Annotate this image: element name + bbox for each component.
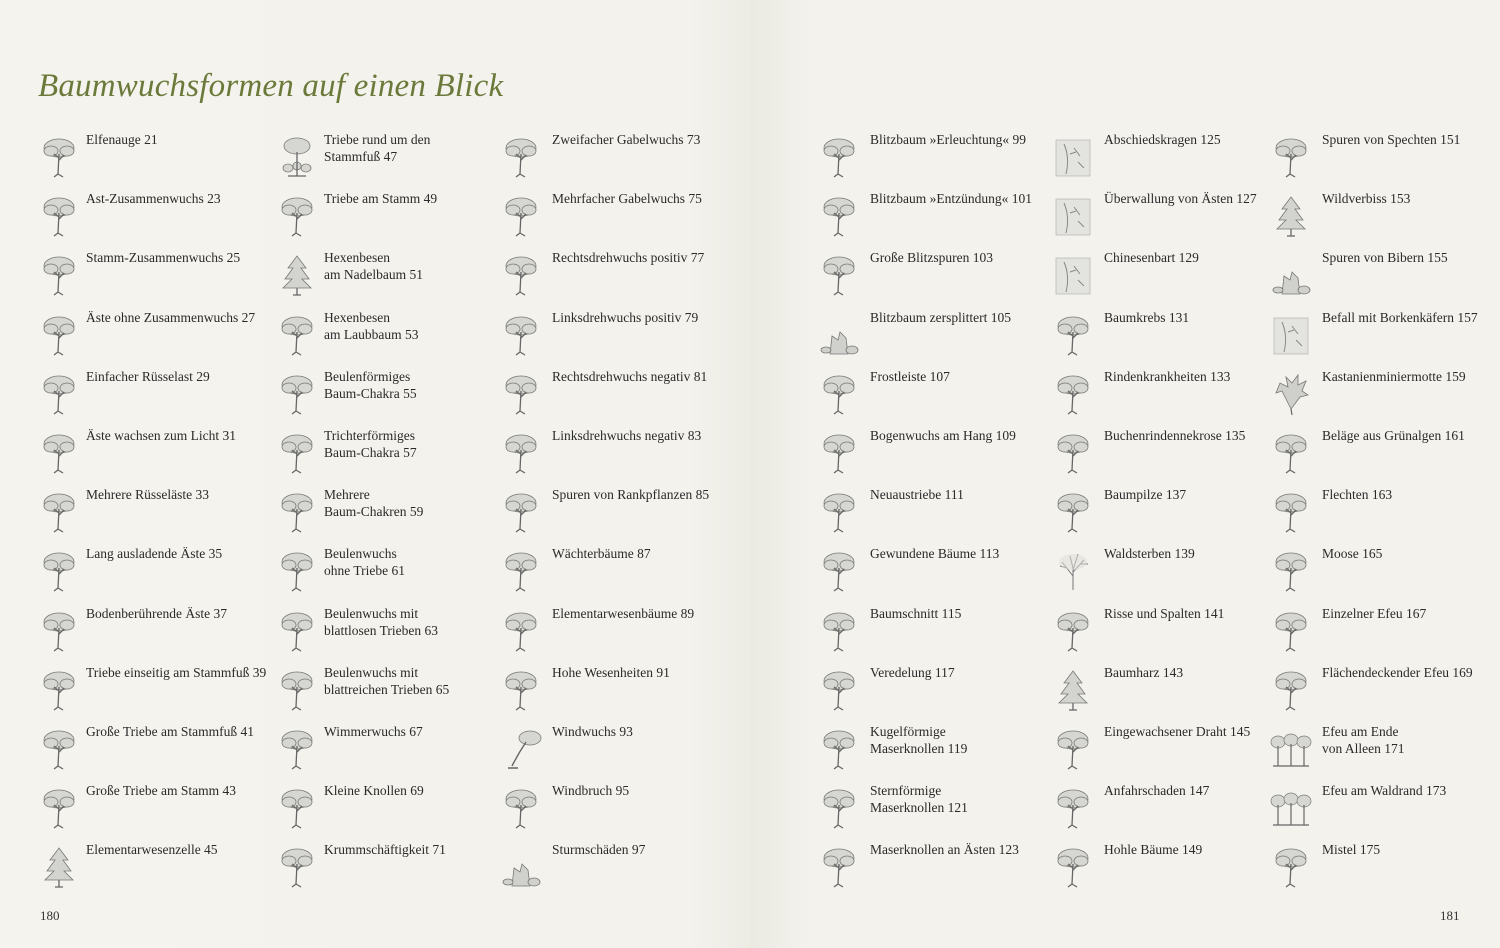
index-entry: [276, 663, 506, 719]
index-entry: [1052, 426, 1282, 482]
index-entry: [1052, 189, 1282, 245]
entry-label: Beulenwuchs mit blattlosen Trieben 63: [324, 605, 438, 638]
entry-label: Kugelförmige Maserknollen 119: [870, 724, 968, 756]
leaning-tree-icon: [500, 726, 542, 772]
entry-label: Mehrere Baum-Chakren 59: [324, 487, 424, 520]
entry-label: Zweifacher Gabelwuchs 73: [552, 132, 701, 147]
entry-label: Baumharz 143: [1104, 664, 1184, 680]
index-entry: [500, 130, 730, 186]
index-entry: [276, 485, 506, 541]
entry-label: Spuren von Bibern 155: [1322, 250, 1448, 266]
tree-icon: [818, 489, 860, 535]
index-entry: [818, 604, 1048, 660]
index-entry: [38, 367, 268, 423]
index-entry: [1270, 722, 1500, 778]
tree-icon: [1270, 667, 1312, 713]
entry-label: Hohle Bäume 149: [1104, 842, 1203, 858]
index-entry: [38, 722, 268, 778]
tree-icon: [500, 252, 542, 298]
bark-detail-icon: [1052, 134, 1094, 180]
index-entry: [1052, 722, 1282, 778]
entry-label: Neuaustriebe 111: [870, 487, 964, 503]
stump-icon: [500, 844, 542, 890]
tree-icon: [818, 252, 860, 298]
tree-icon: [500, 134, 542, 180]
index-entry: [818, 130, 1048, 186]
index-entry: [818, 367, 1048, 423]
index-entry: [500, 367, 730, 423]
entry-label: Abschiedskragen 125: [1104, 132, 1221, 147]
entry-label: Wimmerwuchs 67: [324, 724, 423, 739]
index-entry: [1270, 189, 1500, 245]
entry-label: Triebe rund um den Stammfuß 47: [324, 132, 431, 164]
tree-icon: [1270, 608, 1312, 654]
tree-icon: [1270, 844, 1312, 890]
entry-label: Linksdrehwuchs positiv 79: [552, 309, 699, 325]
index-entry: [276, 840, 506, 896]
tree-icon: [276, 489, 318, 535]
index-entry: [500, 248, 730, 304]
page-title: Baumwuchsformen auf einen Blick: [38, 68, 504, 104]
conifer-icon: [1270, 193, 1312, 239]
entry-label: Gewundene Bäume 113: [870, 546, 1000, 562]
index-entry: [38, 544, 268, 600]
index-entry: [500, 426, 730, 482]
tree-icon: [38, 667, 80, 713]
conifer-icon: [1052, 667, 1094, 713]
tree-icon: [38, 489, 80, 535]
tree-icon: [1052, 312, 1094, 358]
index-entry: [818, 544, 1048, 600]
index-entry: [818, 840, 1048, 896]
entry-label: Maserknollen an Ästen 123: [870, 842, 1019, 858]
entry-label: Elementarwesenzelle 45: [86, 842, 218, 858]
tree-icon: [500, 312, 542, 358]
index-entry: [1052, 308, 1282, 364]
stump-icon: [1270, 252, 1312, 298]
entry-label: Elementarwesenbäume 89: [552, 605, 695, 621]
shoots-icon: [276, 134, 318, 180]
tree-icon: [1052, 430, 1094, 476]
tree-icon: [818, 193, 860, 239]
tree-icon: [276, 726, 318, 772]
index-entry: [276, 189, 506, 245]
page-number-right: 181: [1440, 908, 1460, 923]
tree-icon: [1052, 608, 1094, 654]
tree-icon: [1052, 371, 1094, 417]
entry-label: Mehrere Rüsseläste 33: [86, 487, 209, 503]
tree-icon: [1270, 430, 1312, 476]
index-entry: [1270, 781, 1500, 837]
entry-label: Sturmschäden 97: [552, 842, 646, 858]
index-entry: [818, 722, 1048, 778]
entry-label: Blitzbaum »Entzündung« 101: [870, 191, 1032, 207]
index-entry: [38, 781, 268, 837]
index-entry: [38, 426, 268, 482]
entry-label: Spuren von Spechten 151: [1322, 132, 1461, 147]
tree-icon: [38, 608, 80, 654]
index-entry: [38, 840, 268, 896]
index-entry: [500, 840, 730, 896]
entry-label: Wildverbiss 153: [1322, 191, 1411, 207]
tree-icon: [500, 548, 542, 594]
tree-icon: [818, 371, 860, 417]
index-entry: [276, 781, 506, 837]
index-entry: [1052, 367, 1282, 423]
index-entry: [38, 248, 268, 304]
index-entry: [500, 544, 730, 600]
tree-icon: [818, 430, 860, 476]
tree-icon: [276, 371, 318, 417]
entry-label: Triebe am Stamm 49: [324, 191, 438, 207]
tree-icon: [276, 193, 318, 239]
entry-label: Eingewachsener Draht 145: [1104, 724, 1251, 739]
tree-icon: [38, 312, 80, 358]
index-entry: [1052, 604, 1282, 660]
entry-label: Große Blitzspuren 103: [870, 250, 993, 266]
tree-icon: [276, 548, 318, 594]
index-entry: [1270, 130, 1500, 186]
entry-label: Große Triebe am Stammfuß 41: [86, 724, 254, 739]
tree-icon: [38, 726, 80, 772]
tree-icon: [276, 667, 318, 713]
entry-label: Trichterförmiges Baum-Chakra 57: [324, 428, 417, 460]
index-entry: [818, 485, 1048, 541]
tree-icon: [818, 548, 860, 594]
index-entry: [276, 426, 506, 482]
index-entry: [818, 189, 1048, 245]
entry-label: Risse und Spalten 141: [1104, 605, 1225, 621]
entry-label: Veredelung 117: [870, 664, 955, 680]
entry-label: Hexenbesen am Nadelbaum 51: [324, 250, 423, 283]
entry-label: Einfacher Rüsselast 29: [86, 368, 210, 384]
entry-label: Blitzbaum zersplittert 105: [870, 309, 1011, 325]
tree-icon: [1270, 489, 1312, 535]
index-entry: [38, 485, 268, 541]
entry-label: Beulenförmiges Baum-Chakra 55: [324, 368, 417, 401]
tree-icon: [38, 548, 80, 594]
index-entry: [1052, 485, 1282, 541]
tree-icon: [500, 193, 542, 239]
index-entry: [500, 781, 730, 837]
tree-icon: [1052, 785, 1094, 831]
entry-label: Mehrfacher Gabelwuchs 75: [552, 191, 702, 207]
tree-icon: [38, 371, 80, 417]
index-entry: [818, 781, 1048, 837]
index-entry: [1052, 248, 1282, 304]
entry-label: Bodenberührende Äste 37: [86, 605, 227, 621]
index-entry: [1052, 544, 1282, 600]
tree-row-icon: [1270, 785, 1312, 831]
tree-icon: [38, 430, 80, 476]
entry-label: Anfahrschaden 147: [1104, 783, 1210, 799]
entry-label: Beläge aus Grünalgen 161: [1322, 428, 1465, 443]
index-entry: [818, 248, 1048, 304]
stump-icon: [818, 312, 860, 358]
entry-label: Windbruch 95: [552, 783, 630, 799]
index-entry: [1270, 604, 1500, 660]
entry-label: Spuren von Rankpflanzen 85: [552, 487, 710, 503]
entry-label: Äste ohne Zusammenwuchs 27: [86, 309, 256, 325]
conifer-icon: [38, 844, 80, 890]
index-entry: [1270, 485, 1500, 541]
index-entry: [276, 367, 506, 423]
index-entry: [276, 248, 506, 304]
bare-tree-icon: [1052, 548, 1094, 594]
entry-label: Überwallung von Ästen 127: [1104, 191, 1257, 207]
index-entry: [1270, 840, 1500, 896]
entry-label: Moose 165: [1322, 546, 1383, 562]
page-number-left: 180: [40, 908, 60, 923]
tree-icon: [500, 371, 542, 417]
tree-icon: [1052, 726, 1094, 772]
bark-detail-icon: [1052, 193, 1094, 239]
bark-detail-icon: [1052, 252, 1094, 298]
index-entry: [500, 189, 730, 245]
tree-icon: [818, 844, 860, 890]
entry-label: Elfenauge 21: [86, 132, 158, 147]
tree-icon: [818, 726, 860, 772]
index-entry: [1052, 663, 1282, 719]
entry-label: Blitzbaum »Erleuchtung« 99: [870, 132, 1026, 147]
index-entry: [276, 130, 506, 186]
entry-label: Mistel 175: [1322, 842, 1381, 858]
entry-label: Sternförmige Maserknollen 121: [870, 783, 968, 816]
entry-label: Waldsterben 139: [1104, 546, 1195, 562]
entry-label: Krummschäftigkeit 71: [324, 842, 446, 858]
index-entry: [818, 663, 1048, 719]
index-entry: [1052, 781, 1282, 837]
index-entry: [1270, 308, 1500, 364]
tree-icon: [38, 134, 80, 180]
entry-label: Flächendeckender Efeu 169: [1322, 664, 1473, 680]
index-entry: [1270, 663, 1500, 719]
entry-label: Efeu am Ende von Alleen 171: [1322, 724, 1405, 756]
entry-label: Befall mit Borkenkäfern 157: [1322, 309, 1478, 325]
index-entry: [1270, 367, 1500, 423]
tree-icon: [500, 430, 542, 476]
entry-label: Kastanienminiermotte 159: [1322, 368, 1466, 384]
tree-icon: [276, 608, 318, 654]
index-entry: [1052, 840, 1282, 896]
index-entry: [500, 663, 730, 719]
entry-label: Große Triebe am Stamm 43: [86, 783, 236, 799]
entry-label: Linksdrehwuchs negativ 83: [552, 428, 702, 443]
index-entry: [276, 604, 506, 660]
entry-label: Flechten 163: [1322, 487, 1393, 503]
tree-icon: [276, 785, 318, 831]
entry-label: Kleine Knollen 69: [324, 783, 424, 799]
tree-icon: [276, 430, 318, 476]
entry-label: Beulenwuchs ohne Triebe 61: [324, 546, 405, 579]
leaf-icon: [1270, 371, 1312, 417]
entry-label: Lang ausladende Äste 35: [86, 546, 223, 562]
entry-label: Baumkrebs 131: [1104, 309, 1190, 325]
index-entry: [500, 308, 730, 364]
tree-icon: [818, 667, 860, 713]
tree-icon: [276, 312, 318, 358]
entry-label: Rechtsdrehwuchs negativ 81: [552, 368, 708, 384]
tree-icon: [500, 667, 542, 713]
index-entry: [276, 722, 506, 778]
index-entry: [276, 308, 506, 364]
entry-label: Einzelner Efeu 167: [1322, 605, 1427, 621]
entry-label: Efeu am Waldrand 173: [1322, 783, 1447, 799]
index-entry: [38, 663, 268, 719]
index-entry: [38, 308, 268, 364]
entry-label: Ast-Zusammenwuchs 23: [86, 191, 221, 207]
entry-label: Rechtsdrehwuchs positiv 77: [552, 250, 705, 266]
entry-label: Hohe Wesenheiten 91: [552, 664, 670, 680]
index-entry: [1052, 130, 1282, 186]
tree-icon: [1052, 844, 1094, 890]
index-entry: [818, 426, 1048, 482]
index-entry: [500, 722, 730, 778]
tree-icon: [1052, 489, 1094, 535]
entry-label: Stamm-Zusammenwuchs 25: [86, 250, 241, 266]
entry-label: Wächterbäume 87: [552, 546, 651, 562]
entry-label: Triebe einseitig am Stammfuß 39: [86, 664, 267, 680]
index-entry: [276, 544, 506, 600]
index-entry: [38, 189, 268, 245]
tree-row-icon: [1270, 726, 1312, 772]
tree-icon: [38, 193, 80, 239]
tree-icon: [818, 785, 860, 831]
tree-icon: [500, 608, 542, 654]
entry-label: Buchenrindennekrose 135: [1104, 428, 1246, 443]
entry-label: Baumpilze 137: [1104, 487, 1187, 503]
entry-label: Hexenbesen am Laubbaum 53: [324, 309, 419, 342]
tree-icon: [500, 785, 542, 831]
tree-icon: [1270, 134, 1312, 180]
bark-detail-icon: [1270, 312, 1312, 358]
index-entry: [818, 308, 1048, 364]
conifer-icon: [276, 252, 318, 298]
index-entry: [38, 604, 268, 660]
index-entry: [1270, 544, 1500, 600]
tree-icon: [818, 134, 860, 180]
tree-icon: [500, 489, 542, 535]
entry-label: Windwuchs 93: [552, 724, 633, 739]
tree-icon: [1270, 548, 1312, 594]
entry-label: Äste wachsen zum Licht 31: [86, 428, 236, 443]
entry-label: Chinesenbart 129: [1104, 250, 1199, 266]
index-entry: [500, 604, 730, 660]
tree-icon: [38, 785, 80, 831]
entry-label: Rindenkrankheiten 133: [1104, 368, 1231, 384]
tree-icon: [818, 608, 860, 654]
tree-icon: [276, 844, 318, 890]
entry-label: Bogenwuchs am Hang 109: [870, 428, 1016, 443]
index-entry: [500, 485, 730, 541]
index-entry: [1270, 248, 1500, 304]
index-entry: [1270, 426, 1500, 482]
entry-label: Beulenwuchs mit blattreichen Trieben 65: [324, 664, 450, 697]
index-entry: [38, 130, 268, 186]
tree-icon: [38, 252, 80, 298]
entry-label: Frostleiste 107: [870, 368, 950, 384]
entry-label: Baumschnitt 115: [870, 605, 962, 621]
